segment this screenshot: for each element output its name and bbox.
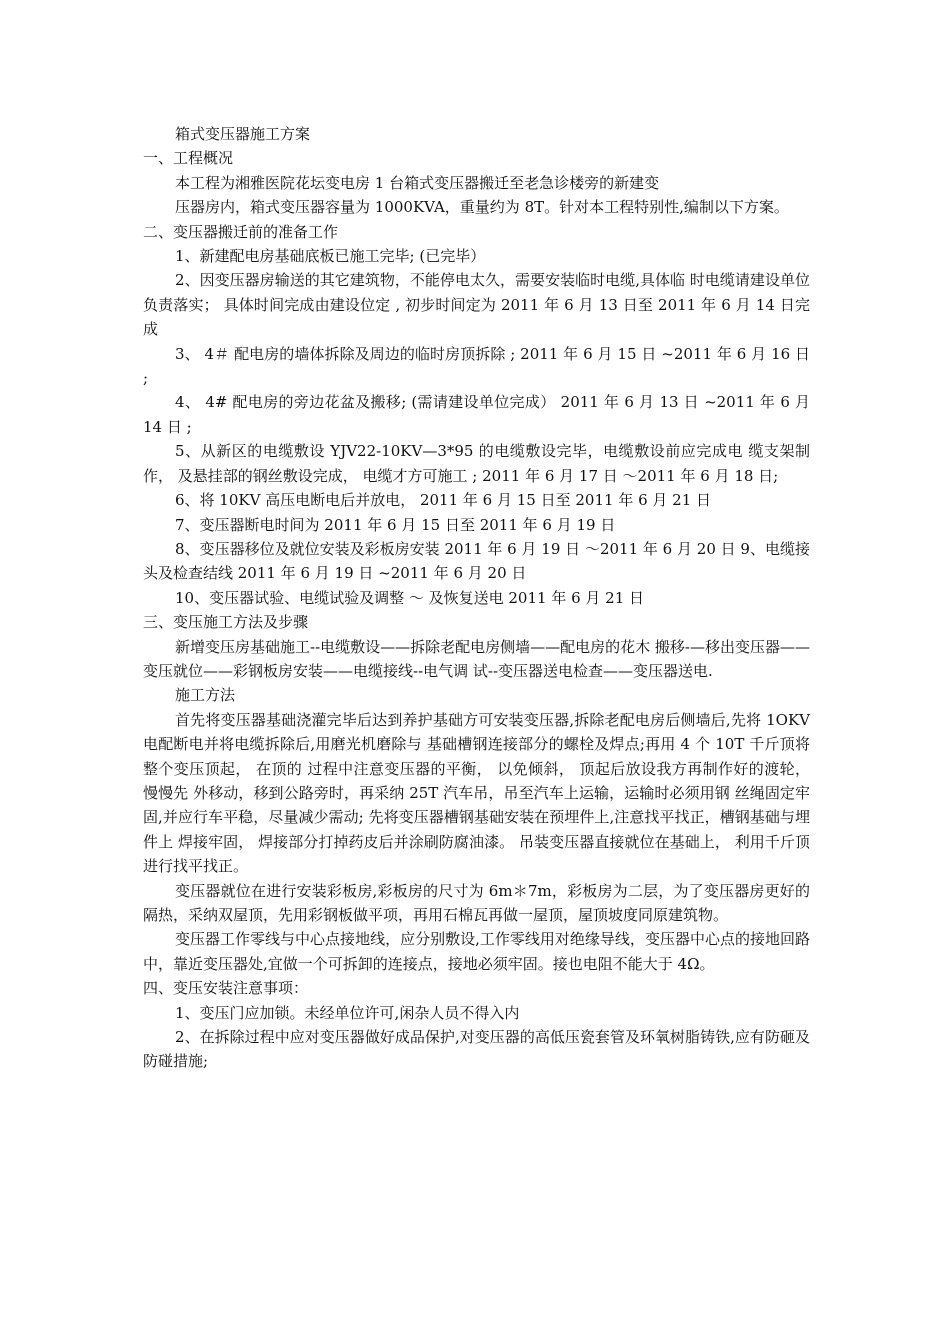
list-item: 7、变压器断电时间为 2011 年 6 月 15 日至 2011 年 6 月 19 日 xyxy=(175,515,616,534)
paragraph: 压器房内，箱式变压器容量为 1000KVA，重量约为 8T。针对本工程特别性,编制以下方案。 xyxy=(175,198,789,217)
subheading: 施工方法 xyxy=(175,686,236,705)
paragraph: 变压器就位在进行安装彩板房,彩板房的尺寸为 6m＊7m，彩板房为二层，为了变压器房更好的隔热，采纳双屋顶，先用彩钢板做平项，再用石棉瓦再做一屋顶，屋顶坡度同原建筑物。 xyxy=(143,881,810,924)
section-heading-preparation: 二、变压器搬迁前的准备工作 xyxy=(143,222,339,241)
list-item: 1、变压门应加锁。未经单位许可,闲杂人员不得入内 xyxy=(175,1003,520,1022)
document-title: 箱式变压器施工方案 xyxy=(175,125,311,143)
list-item: 1、新建配电房基础底板已施工完毕; (已完毕） xyxy=(175,247,486,266)
list-item: 5、从新区的电缆敷设 YJV22-10KV—3*95 的电缆敷设完毕，电缆敷设前应完成电 缆支架制作， 及悬挂部的钢丝敷设完成， 电缆才方可施工 ; 2011 年 6 月 17 日 ～2011 年 6 月 18 日; xyxy=(143,442,810,485)
section-heading-method: 三、变压施工方法及步骤 xyxy=(143,613,309,632)
paragraph: 新增变压房基础施工--电缆敷设——拆除老配电房侧墙——配电房的花木 搬移-—移出变压器——变压就位——彩钢板房安装——电缆接线--电气调 试--变压器送电检查——变压器送电. xyxy=(143,637,810,680)
paragraph: 变压器工作零线与中心点接地线，应分别敷设,工作零线用对绝缘导线，变压器中心点的接地回路中，靠近变压器处,宜做一个可拆卸的连接点，接地必须牢固。接也电阻不能大于 4Ω。 xyxy=(143,930,810,973)
list-item: 6、将 10KV 高压电断电后并放电， 2011 年 6 月 15 日至 2011 年 6 月 21 日 xyxy=(175,491,712,510)
paragraph: 本工程为湘雅医院花坛变电房 1 台箱式变压器搬迁至老急诊楼旁的新建变 xyxy=(175,173,660,192)
list-item: 2、因变压器房输送的其它建筑物，不能停电太久，需要安装临时电缆,具体临 时电缆请建设单位负责落实； 具体时间完成由建设位定 , 初步时间定为 2011 年 6 月 13 日至 2011 年 6 月 14 日完成 xyxy=(143,271,810,339)
section-heading-overview: 一、工程概况 xyxy=(143,149,234,168)
list-item: 4、 4# 配电房的旁边花盆及搬移; (需请建设单位完成） 2011 年 6 月 13 日 ~2011 年 6 月 14 日 ; xyxy=(143,393,810,436)
list-item: 2、在拆除过程中应对变压器做好成品保护,对变压器的高低压瓷套管及环氧树脂铸铁,应有防砸及防碰措施; xyxy=(143,1028,810,1071)
section-heading-notes: 四、变压安装注意事项： xyxy=(143,979,309,998)
list-item: 8、变压器移位及就位安装及彩板房安装 2011 年 6 月 19 日 ～2011 年 6 月 20 日 9、电缆接头及检查结线 2011 年 6 月 19 日 ~2011 年 6 月 20 日 xyxy=(143,539,810,583)
list-item: 10、变压器试验、电缆试验及调整 ～ 及恢复送电 2011 年 6 月 21 日 xyxy=(175,588,645,607)
document-body xyxy=(143,122,810,1074)
paragraph: 首先将变压器基础浇灌完毕后达到养护基础方可安装变压器,拆除老配电房后侧墙后,先将 1OKV 电配断电并将电缆拆除后,用磨光机磨除与 基础槽钢连接部分的螺栓及焊点;再用 4 个 10T 千斤顶将整个变压顶起， 在顶的 过程中注意变压器的平衡， 以免倾斜， 顶起后放设我方再制作好的渡轮， 慢慢先 外移动，移到公路旁时，再采纳 25T 汽车吊，吊至汽车上运输，运输时必须用钢 丝绳固定牢固,并应行车平稳，尽量减少需动; 先将变压器槽钢基础安装在预埋件上,注意找平找正，槽钢基础与埋件上 焊接牢固， 焊接部分打掉药皮后并涂刷防腐油漆。 吊装变压器直接就位在基础上， 利用千斤顶进行找平找正。 xyxy=(143,710,810,876)
list-item: 3、 4＃ 配电房的墙体拆除及周边的临时房顶拆除 ; 2011 年 6 月 15 日 ~2011 年 6 月 16 日 ; xyxy=(143,344,810,388)
